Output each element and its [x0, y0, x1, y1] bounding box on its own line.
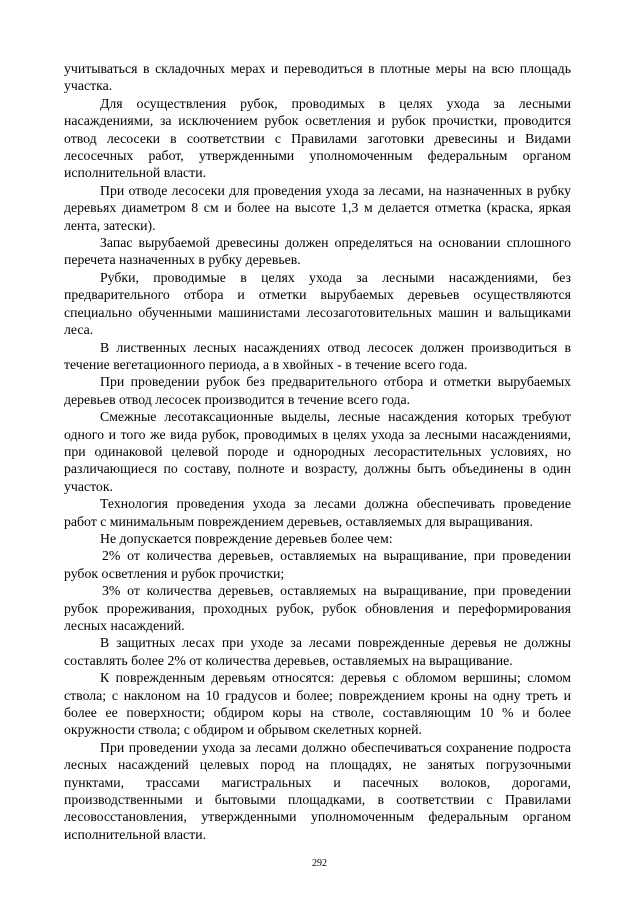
paragraph-5: Рубки, проводимые в целях ухода за лесными насаждениями, без предварительного отбора и отметки вырубаемых деревьев осуществляются специально обученными машинистами лесозаготовительных машин и вальщиками леса. — [64, 269, 571, 338]
paragraph-8: Смежные лесотаксационные выделы, лесные насаждения которых требуют одного и того же вида рубок, проводимых в целях ухода за лесными насаждениями, при одинаковой целевой породе и однородных лесорастительных условиях, но различающиеся по составу, полноте и возрасту, должны быть объединены в один участок. — [64, 409, 571, 494]
paragraph-1: учитываться в складочных мерах и переводиться в плотные меры на всю площадь участка. — [64, 61, 571, 94]
paragraph-13: В защитных лесах при уходе за лесами поврежденные деревья не должны составлять более 2% от количества деревьев, оставляемых на выращивание. — [64, 635, 571, 668]
document-body — [64, 60, 571, 843]
paragraph-7: При проведении рубок без предварительного отбора и отметки вырубаемых деревьев отвод лесосек производится в течение всего года. — [64, 374, 571, 407]
paragraph-12: 3% от количества деревьев, оставляемых на выращивание, при проведении рубок прореживания, проходных рубок, рубок обновления и переформирования лесных насаждений. — [64, 583, 571, 633]
paragraph-2: Для осуществления рубок, проводимых в целях ухода за лесными насаждениями, за исключением рубок осветления и рубок прочистки, проводится отвод лесосеки в соответствии с Правилами заготовки древесины и Видами лесосечных работ, утвержденными уполномоченным федеральным органом исполнительной власти. — [64, 95, 571, 181]
paragraph-10: Не допускается повреждение деревьев более чем: — [100, 530, 393, 546]
page-number: 292 — [312, 858, 327, 869]
paragraph-11: 2% от количества деревьев, оставляемых на выращивание, при проведении рубок осветления и рубок прочистки; — [64, 548, 571, 581]
paragraph-14: К поврежденным деревьям относятся: деревья с обломом вершины; сломом ствола; с наклоном на 10 градусов и более; повреждением кроны на одну треть и более ее поверхности; обдиром коры на стволе, составляющим 10 % и более окружности ствола; с обдиром и обрывом скелетных корней. — [64, 670, 571, 738]
paragraph-15: При проведении ухода за лесами должно обеспечиваться сохранение подроста лесных насаждений целевых пород на площадях, не занятых погрузочными пунктами, трассами магистральных и пасечных волоков, дорогами, производственными и бытовыми площадками, в соответствии с Правилами лесовосстановления, утвержденными уполномоченным федеральным органом исполнительной власти. — [64, 739, 571, 842]
paragraph-3: При отводе лесосеки для проведения ухода за лесами, на назначенных в рубку деревьях диаметром 8 см и более на высоте 1,3 м делается отметка (краска, яркая лента, затески). — [64, 182, 571, 233]
paragraph-4: Запас вырубаемой древесины должен определяться на основании сплошного перечета назначенных в рубку деревьев. — [64, 235, 571, 268]
paragraph-6: В лиственных лесных насаждениях отвод лесосек должен производиться в течение вегетационного периода, а в хвойных - в течение всего года. — [64, 339, 571, 372]
paragraph-9: Технология проведения ухода за лесами должна обеспечивать проведение работ с минимальным повреждением деревьев, оставляемых для выращивания. — [64, 496, 571, 529]
